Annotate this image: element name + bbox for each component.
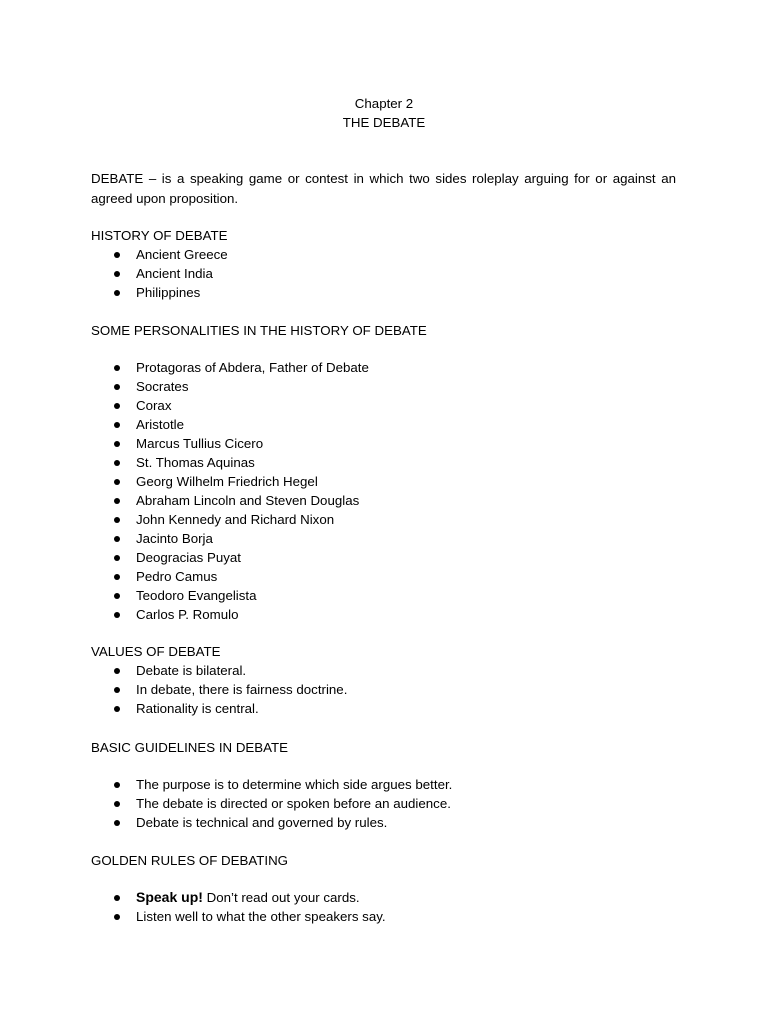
list-item: John Kennedy and Richard Nixon <box>91 510 369 529</box>
list-item: St. Thomas Aquinas <box>91 453 369 472</box>
golden-rules-heading: GOLDEN RULES OF DEBATING <box>91 853 289 868</box>
bullet-icon <box>114 422 120 428</box>
chapter-title: THE DEBATE <box>342 115 426 130</box>
bullet-icon <box>114 555 120 561</box>
personalities-heading: SOME PERSONALITIES IN THE HISTORY OF DEBATE <box>91 323 427 338</box>
bullet-icon <box>114 895 120 901</box>
values-list <box>91 661 347 718</box>
bullet-icon <box>114 290 120 296</box>
bullet-icon <box>114 668 120 674</box>
list-item: Georg Wilhelm Friedrich Hegel <box>91 472 369 491</box>
list-item: Aristotle <box>91 415 369 434</box>
list-item: The debate is directed or spoken before an audience. <box>91 794 452 813</box>
guidelines-heading: BASIC GUIDELINES IN DEBATE <box>91 740 289 755</box>
list-item: Socrates <box>91 377 369 396</box>
list-item: Ancient Greece <box>91 245 228 264</box>
values-heading: VALUES OF DEBATE <box>91 644 221 659</box>
history-list <box>91 245 228 302</box>
list-item: Deogracias Puyat <box>91 548 369 567</box>
bullet-icon <box>114 820 120 826</box>
bullet-icon <box>114 593 120 599</box>
guidelines-list <box>91 775 452 832</box>
list-item: Jacinto Borja <box>91 529 369 548</box>
list-item: In debate, there is fairness doctrine. <box>91 680 347 699</box>
title-block <box>0 94 768 132</box>
emphasis-text: Speak up! <box>136 889 203 905</box>
bullet-icon <box>114 536 120 542</box>
bullet-icon <box>114 782 120 788</box>
list-item: Listen well to what the other speakers say. <box>91 907 386 926</box>
bullet-icon <box>114 441 120 447</box>
list-item: Corax <box>91 396 369 415</box>
bullet-icon <box>114 801 120 807</box>
bullet-icon <box>114 252 120 258</box>
bullet-icon <box>114 612 120 618</box>
list-item: Philippines <box>91 283 228 302</box>
history-heading: HISTORY OF DEBATE <box>91 228 228 243</box>
bullet-icon <box>114 517 120 523</box>
list-item: The purpose is to determine which side argues better. <box>91 775 452 794</box>
list-item: Marcus Tullius Cicero <box>91 434 369 453</box>
bullet-icon <box>114 498 120 504</box>
golden-rules-list <box>91 888 386 926</box>
bullet-icon <box>114 706 120 712</box>
list-item: Ancient India <box>91 264 228 283</box>
list-item: Rationality is central. <box>91 699 347 718</box>
debate-definition: DEBATE – is a speaking game or contest in which two sides roleplay arguing for or against an agreed upon proposition. <box>91 171 676 206</box>
bullet-icon <box>114 479 120 485</box>
chapter-label: Chapter 2 <box>354 96 414 111</box>
bullet-icon <box>114 365 120 371</box>
list-item: Protagoras of Abdera, Father of Debate <box>91 358 369 377</box>
bullet-icon <box>114 460 120 466</box>
list-item: Pedro Camus <box>91 567 369 586</box>
list-item: Debate is technical and governed by rules. <box>91 813 452 832</box>
bullet-icon <box>114 271 120 277</box>
bullet-icon <box>114 574 120 580</box>
list-item: Debate is bilateral. <box>91 661 347 680</box>
personalities-list <box>91 358 369 624</box>
bullet-icon <box>114 914 120 920</box>
list-item: Teodoro Evangelista <box>91 586 369 605</box>
list-item: Abraham Lincoln and Steven Douglas <box>91 491 369 510</box>
bullet-icon <box>114 384 120 390</box>
bullet-icon <box>114 687 120 693</box>
bullet-icon <box>114 403 120 409</box>
list-item: Carlos P. Romulo <box>91 605 369 624</box>
list-item: Speak up! Don’t read out your cards. <box>91 888 386 907</box>
